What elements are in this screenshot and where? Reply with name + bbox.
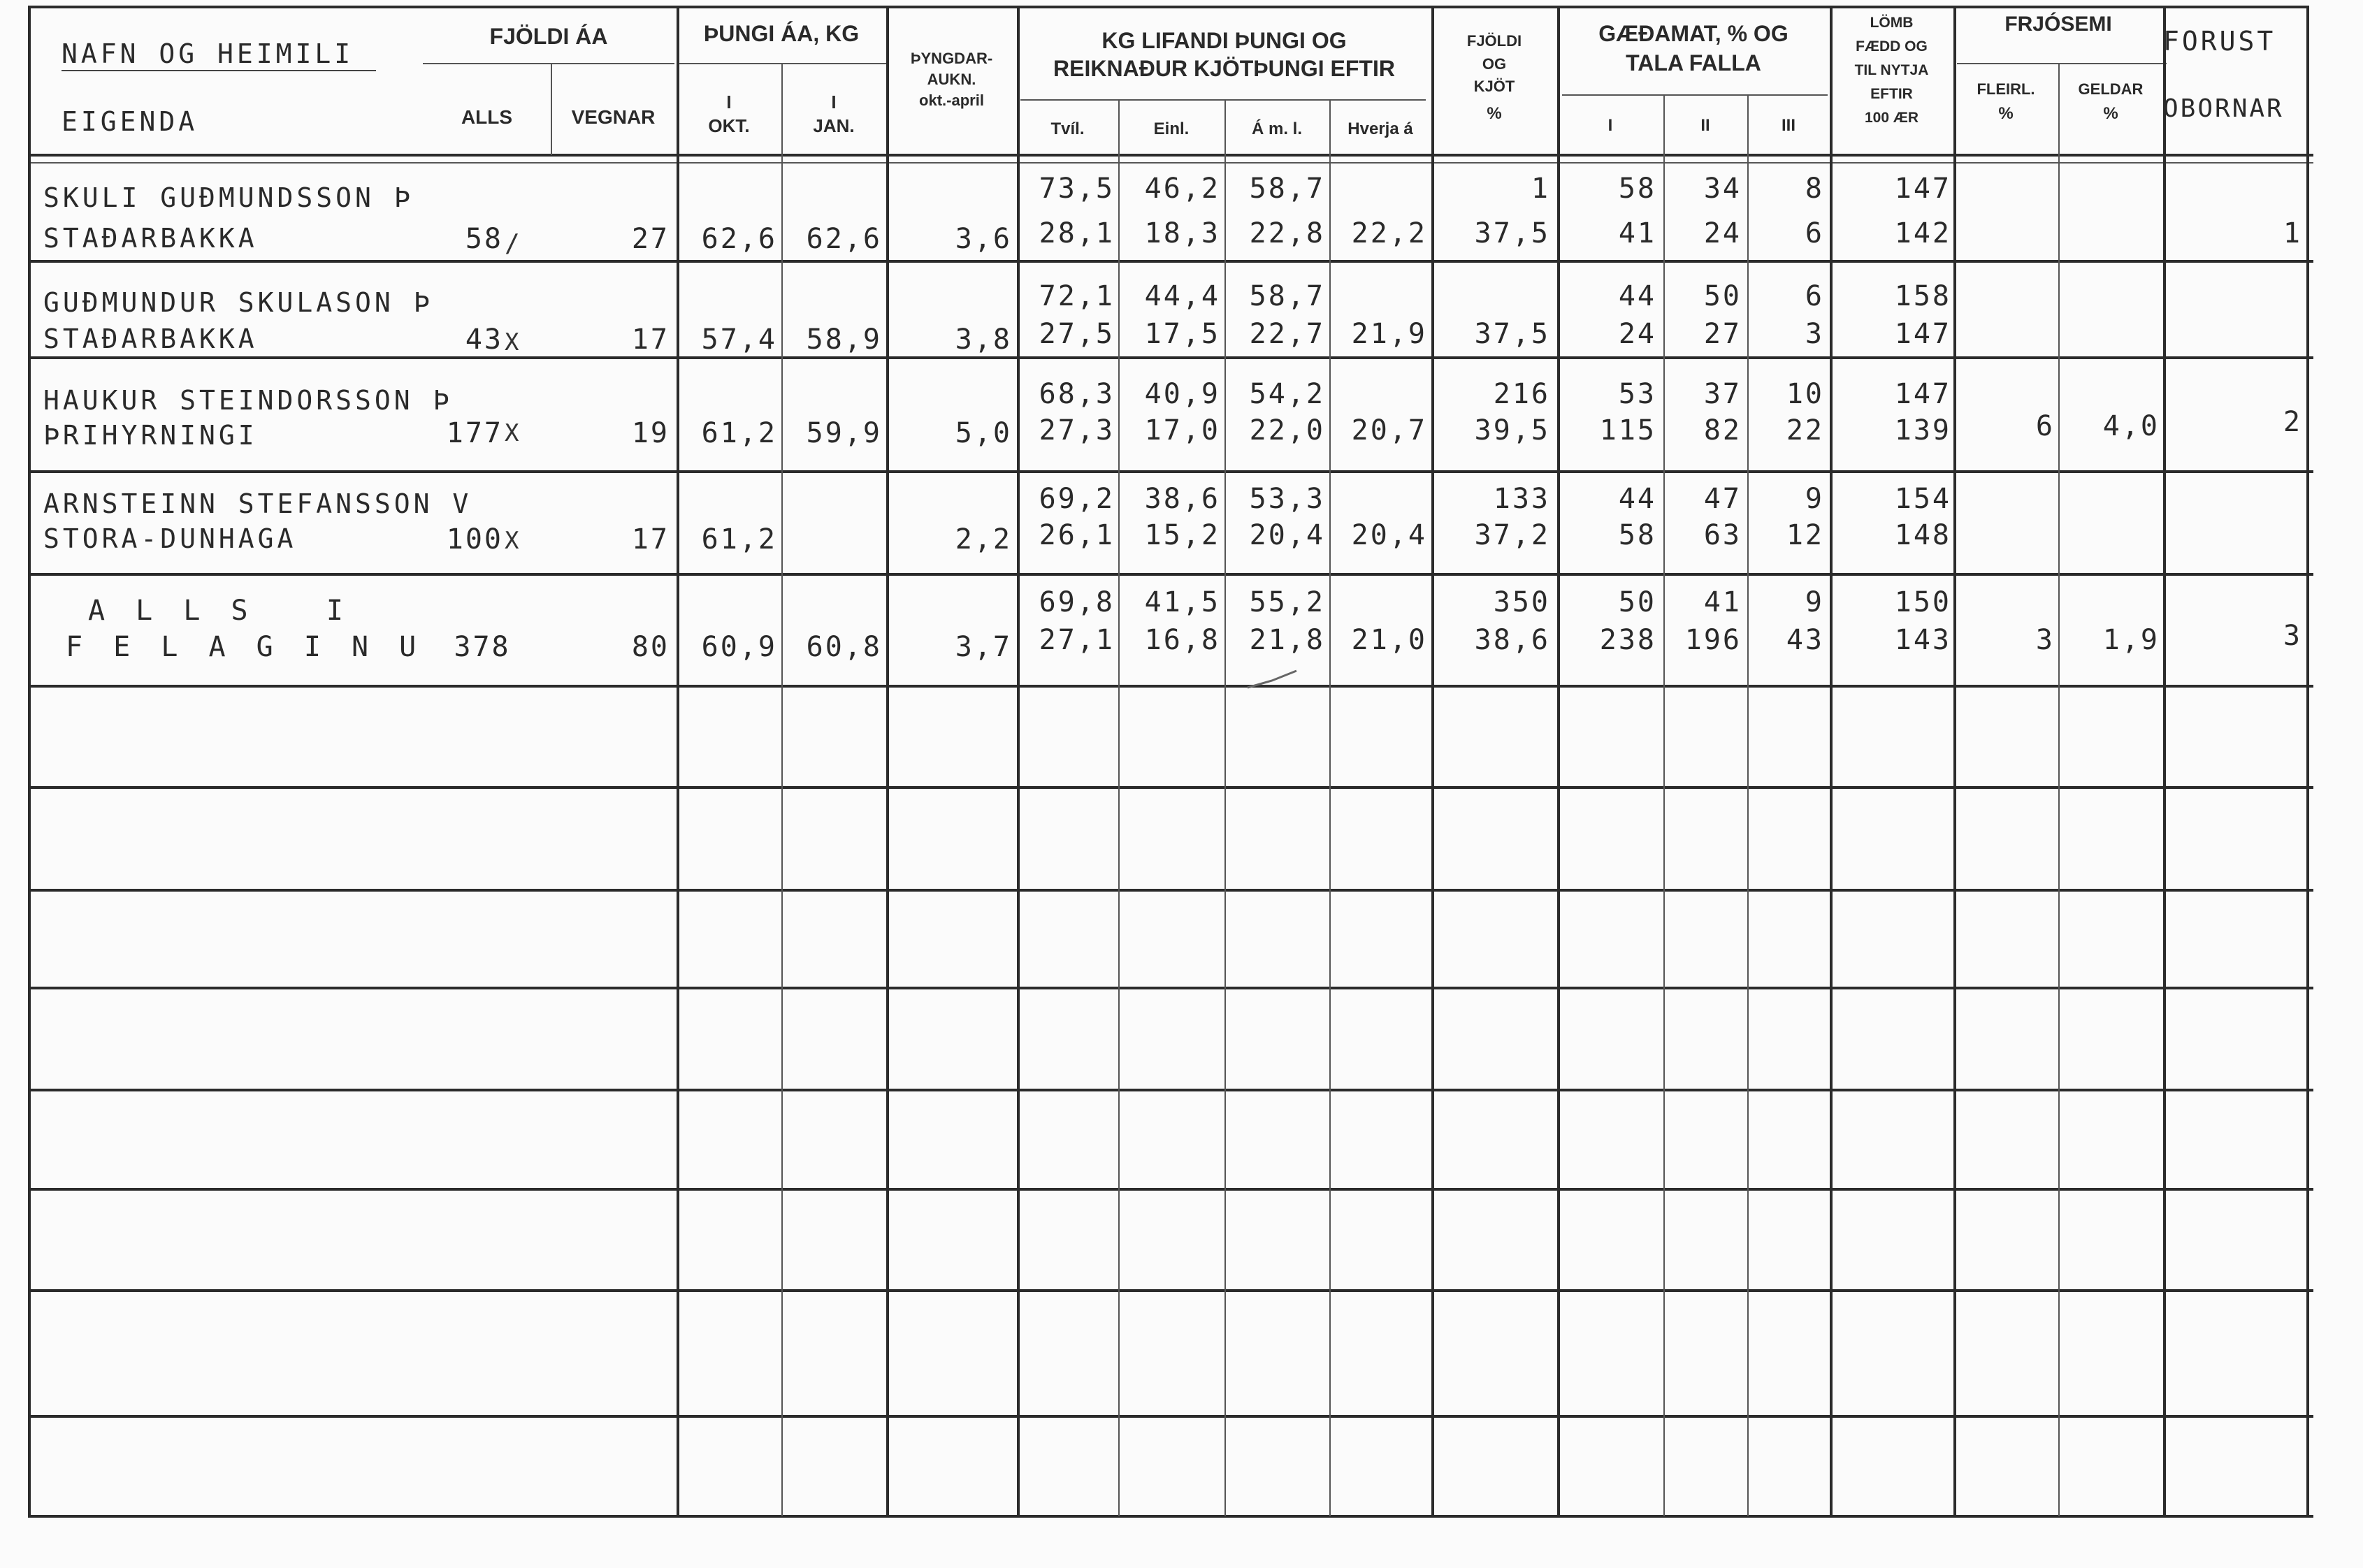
count-all-mark: /	[505, 229, 520, 258]
owner-farm: ÞRIHYRNINGI	[43, 420, 258, 451]
fert-multiple: 3	[2035, 624, 2055, 656]
lamb-single-live: 40,9	[1144, 378, 1220, 410]
grade-3-count: 22	[1786, 414, 1824, 447]
lamb-twin-live: 69,8	[1039, 586, 1115, 618]
header-weight-jan-a: I	[831, 92, 837, 112]
lamb-single-carcass: 17,0	[1144, 414, 1220, 447]
grade-2-pct: 47	[1703, 483, 1742, 515]
header-lambs-3: TIL NYTJA	[1854, 62, 1929, 78]
lamb-perewe-carcass: 20,4	[1249, 519, 1325, 551]
lambs-born: 154	[1894, 483, 1951, 515]
owner-name: GUÐMUNDUR SKULASON Þ	[43, 287, 433, 318]
weight-jan: 59,9	[806, 417, 882, 449]
header-gain-3: okt.-april	[919, 92, 984, 109]
count-all: 378	[454, 631, 511, 663]
lamb-twin-carcass: 28,1	[1039, 217, 1115, 249]
weight-gain: 3,6	[955, 223, 1012, 255]
header-fert-barren-2: %	[2103, 104, 2118, 123]
pencil-mark	[1244, 665, 1300, 693]
header-weight-jan-b: JAN.	[813, 115, 855, 136]
header-meat-4: %	[1487, 104, 1502, 123]
grade-3-pct: 10	[1786, 378, 1824, 410]
grade-1-pct: 53	[1618, 378, 1656, 410]
weight-gain: 5,0	[955, 417, 1012, 449]
owner-farm: STORA-DUNHAGA	[43, 523, 297, 554]
grade-3-pct: 9	[1805, 483, 1824, 515]
lamb-twin-live: 72,1	[1039, 280, 1115, 312]
leader-count: 3	[2283, 620, 2302, 652]
header-lambs-5: 100 ÆR	[1864, 110, 1919, 126]
lambs-used: 148	[1894, 519, 1951, 551]
grade-1-count: 115	[1599, 414, 1656, 447]
fert-multiple: 6	[2035, 410, 2055, 442]
grade-1-pct: 44	[1618, 483, 1656, 515]
weight-gain: 2,2	[955, 523, 1012, 556]
grade-3-pct: 9	[1805, 586, 1824, 618]
header-meat-3: KJÖT	[1473, 78, 1515, 95]
header-count-title: FJÖLDI ÁA	[489, 24, 608, 49]
lamb-single-carcass: 17,5	[1144, 318, 1220, 350]
header-grade-3: III	[1781, 116, 1795, 135]
grade-2-pct: 34	[1703, 173, 1742, 205]
fert-barren: 4,0	[2102, 410, 2160, 442]
meat-count: 216	[1493, 378, 1550, 410]
lamb-perewe-carcass: 22,7	[1249, 318, 1325, 350]
lambs-used: 143	[1894, 624, 1951, 656]
total-label-line1: A L L S I	[88, 595, 350, 627]
grade-2-count: 24	[1703, 217, 1742, 249]
grade-2-count: 82	[1703, 414, 1742, 447]
grade-2-count: 63	[1703, 519, 1742, 551]
header-owner-underline	[62, 70, 376, 71]
header-lambs-4: EFTIR	[1870, 86, 1913, 102]
leader-count: 2	[2283, 406, 2302, 438]
grade-1-count: 41	[1618, 217, 1656, 249]
lamb-each: 20,7	[1351, 414, 1427, 447]
header-fert-multi-2: %	[1998, 104, 2014, 123]
header-weight-oct-a: I	[726, 92, 732, 112]
grade-2-pct: 37	[1703, 378, 1742, 410]
count-all-mark: X	[505, 419, 519, 447]
header-owner-line1: NAFN OG HEIMILI	[62, 38, 354, 69]
lamb-twin-live: 69,2	[1039, 483, 1115, 515]
owner-name: ARNSTEINN STEFANSSON V	[43, 488, 472, 519]
weight-oct: 61,2	[701, 417, 777, 449]
weight-oct: 57,4	[701, 324, 777, 356]
grade-3-count: 43	[1786, 624, 1824, 656]
count-weighed: 80	[631, 631, 670, 663]
header-fert-barren-1: GELDAR	[2078, 80, 2144, 98]
lamb-each: 22,2	[1351, 217, 1427, 249]
header-lamb-twin: Tvíl.	[1050, 119, 1085, 138]
header-lamb-each: Hverja á	[1347, 119, 1413, 138]
weight-jan: 62,6	[806, 223, 882, 255]
owner-farm: STAÐARBAKKA	[43, 223, 258, 254]
lamb-twin-live: 73,5	[1039, 173, 1115, 205]
grade-1-count: 58	[1618, 519, 1656, 551]
header-grade-1: I	[1607, 116, 1613, 135]
grade-1-count: 24	[1618, 318, 1656, 350]
lamb-single-live: 38,6	[1144, 483, 1220, 515]
lamb-each: 20,4	[1351, 519, 1427, 551]
grade-1-count: 238	[1599, 624, 1656, 656]
header-count-weighed: VEGNAR	[571, 106, 656, 128]
lamb-each: 21,0	[1351, 624, 1427, 656]
grade-1-pct: 58	[1618, 173, 1656, 205]
count-all: 177	[446, 417, 503, 449]
total-label-line2: F E L A G I N U	[66, 631, 424, 663]
grade-3-count: 6	[1805, 217, 1824, 249]
count-weighed: 27	[631, 223, 670, 255]
meat-percent: 37,5	[1474, 318, 1550, 350]
lambs-born: 150	[1894, 586, 1951, 618]
lamb-twin-live: 68,3	[1039, 378, 1115, 410]
weight-oct: 62,6	[701, 223, 777, 255]
count-all: 43	[465, 324, 503, 356]
meat-count: 350	[1493, 586, 1550, 618]
header-fert-title: FRJÓSEMI	[2004, 13, 2112, 36]
weight-oct: 61,2	[701, 523, 777, 556]
lambs-born: 147	[1894, 173, 1951, 205]
weight-jan: 58,9	[806, 324, 882, 356]
grade-3-count: 3	[1805, 318, 1824, 350]
meat-count: 1	[1531, 173, 1550, 205]
lamb-perewe-live: 54,2	[1249, 378, 1325, 410]
lamb-single-live: 46,2	[1144, 173, 1220, 205]
header-weight-oct-b: OKT.	[708, 115, 750, 136]
grade-3-count: 12	[1786, 519, 1824, 551]
meat-percent: 39,5	[1474, 414, 1550, 447]
lamb-single-carcass: 16,8	[1144, 624, 1220, 656]
header-fert-multi-1: FLEIRL.	[1977, 80, 2035, 98]
grade-2-count: 196	[1684, 624, 1742, 656]
header-gain-2: AUKN.	[927, 71, 976, 88]
lamb-twin-carcass: 27,1	[1039, 624, 1115, 656]
weight-gain: 3,7	[955, 631, 1012, 663]
header-lamb-title-1: KG LIFANDI ÞUNGI OG	[1101, 28, 1347, 53]
owner-farm: STAÐARBAKKA	[43, 324, 258, 354]
header-meat-1: FJÖLDI	[1466, 32, 1522, 50]
lamb-twin-carcass: 27,5	[1039, 318, 1115, 350]
meat-percent: 37,2	[1474, 519, 1550, 551]
header-grade-title-2: TALA FALLA	[1626, 50, 1761, 75]
header-count-all: ALLS	[461, 106, 513, 128]
lamb-perewe-carcass: 22,8	[1249, 217, 1325, 249]
count-all-mark: X	[505, 328, 519, 356]
grade-2-count: 27	[1703, 318, 1742, 350]
count-weighed: 17	[631, 523, 670, 556]
weight-jan: 60,8	[806, 631, 882, 663]
lamb-perewe-carcass: 21,8	[1249, 624, 1325, 656]
lamb-perewe-live: 58,7	[1249, 280, 1325, 312]
header-weight-title: ÞUNGI ÁA, KG	[703, 21, 860, 46]
weight-gain: 3,8	[955, 324, 1012, 356]
header-leader-2: OBORNAR	[2163, 94, 2284, 123]
lamb-each: 21,9	[1351, 318, 1427, 350]
leader-count: 1	[2283, 217, 2302, 249]
lambs-born: 158	[1894, 280, 1951, 312]
lamb-single-live: 44,4	[1144, 280, 1220, 312]
header-lamb-single: Einl.	[1153, 119, 1190, 138]
grade-1-pct: 50	[1618, 586, 1656, 618]
header-grade-2: II	[1700, 116, 1710, 135]
header-owner-line2: EIGENDA	[62, 106, 198, 137]
header-meat-2: OG	[1482, 55, 1507, 73]
meat-count: 133	[1493, 483, 1550, 515]
header-grade-title-1: GÆÐAMAT, % OG	[1598, 21, 1788, 46]
fert-barren: 1,9	[2102, 624, 2160, 656]
count-all-mark: X	[505, 527, 519, 555]
count-weighed: 17	[631, 324, 670, 356]
meat-percent: 38,6	[1474, 624, 1550, 656]
header-lamb-title-2: REIKNAÐUR KJÖTÞUNGI EFTIR	[1053, 56, 1395, 81]
lamb-twin-carcass: 27,3	[1039, 414, 1115, 447]
owner-name: HAUKUR STEINDORSSON Þ	[43, 385, 453, 416]
grade-2-pct: 41	[1703, 586, 1742, 618]
grade-1-pct: 44	[1618, 280, 1656, 312]
header-leader-1: FORUST	[2163, 26, 2276, 57]
grade-3-pct: 6	[1805, 280, 1824, 312]
lamb-twin-carcass: 26,1	[1039, 519, 1115, 551]
grade-2-pct: 50	[1703, 280, 1742, 312]
meat-percent: 37,5	[1474, 217, 1550, 249]
lambs-used: 142	[1894, 217, 1951, 249]
lamb-perewe-carcass: 22,0	[1249, 414, 1325, 447]
header-lambs-2: FÆDD OG	[1856, 38, 1928, 55]
lambs-used: 147	[1894, 318, 1951, 350]
header-lamb-per-ewe: Á m. l.	[1251, 119, 1302, 138]
count-weighed: 19	[631, 417, 670, 449]
lamb-single-carcass: 15,2	[1144, 519, 1220, 551]
lamb-perewe-live: 55,2	[1249, 586, 1325, 618]
lamb-single-live: 41,5	[1144, 586, 1220, 618]
grade-3-pct: 8	[1805, 173, 1824, 205]
lamb-perewe-live: 58,7	[1249, 173, 1325, 205]
count-all: 100	[446, 523, 503, 556]
lambs-born: 147	[1894, 378, 1951, 410]
header-lambs-1: LÖMB	[1870, 15, 1914, 31]
lambs-used: 139	[1894, 414, 1951, 447]
lamb-single-carcass: 18,3	[1144, 217, 1220, 249]
count-all: 58	[465, 223, 503, 255]
weight-oct: 60,9	[701, 631, 777, 663]
header-gain-1: ÞYNGDAR-	[910, 50, 993, 67]
owner-name: SKULI GUÐMUNDSSON Þ	[43, 182, 414, 213]
lamb-perewe-live: 53,3	[1249, 483, 1325, 515]
